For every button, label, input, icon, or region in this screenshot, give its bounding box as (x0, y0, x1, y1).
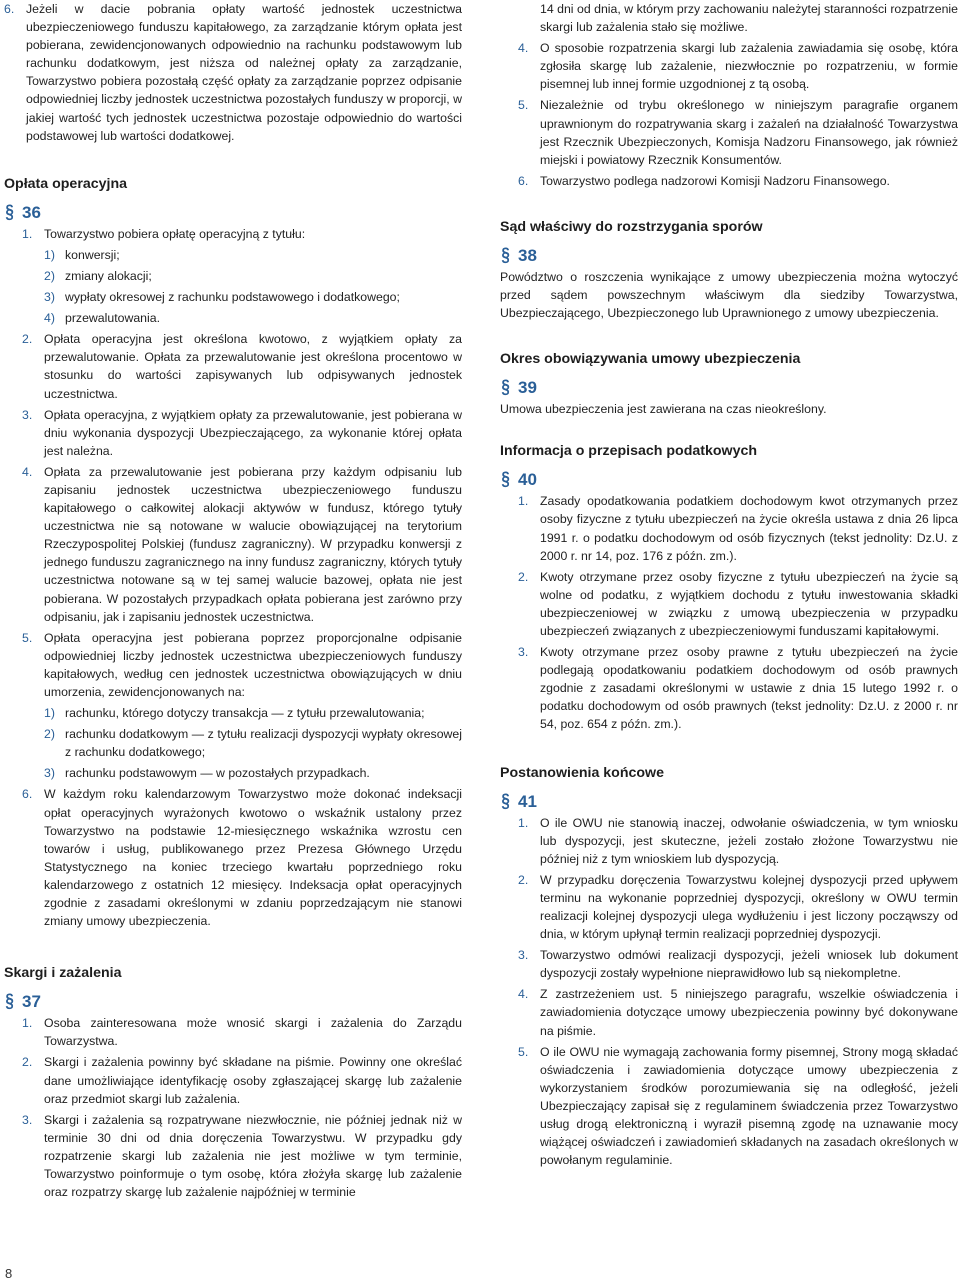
section-title-koncowe: Postanowienia końcowe (500, 764, 664, 781)
sub-item: 4) przewalutowania. (44, 311, 161, 326)
paragraph-40: § 40 (501, 469, 537, 491)
list-item: 1. Osoba zainteresowana może wnosić skargi i zażalenia do Zarządu Towarzystwa. (22, 1016, 462, 1049)
list-item: 4. Opłata za przewalutowanie jest pobierana przy każdym odpisaniu lub zapisaniu jednostek uczestnictwa ubezpieczeniowego funduszu kapitałowego o całkowitej alokacji aktywów w fundusz, którego tytuły uczestnictwa nie są notowane w walucie obowiązującej na terytorium Rzeczypospolitej Polskiej (fundusz zagraniczny). W przypadku konwersji z jednego funduszu zagranicznego na inny fundusz zagraniczny, których tytuły uczestnictwa notowane są w tej samej walucie bazowej, opłata nie jest pobierana. W pozostałych przypadkach opłata pobierana jest zarówno przy odpisaniu, jak i zapisaniu jednostek uczestnictwa. (22, 464, 462, 624)
left-column (4, 0, 462, 1201)
list-item: 3. Kwoty otrzymane przez osoby prawne z tytułu ubezpieczeń na życie podlegają opodatkowaniu podatkiem dochodowym od osób prawnych zgodnie z zasadami określonymi w ustawie z dnia 15 lutego 1992 r. o podatku dochodowym od osób prawnych (tekst jednolity: Dz.U. z 2000 r. nr 54, poz. 654 z późn. zm.). (518, 645, 958, 732)
list-item: 4. O sposobie rozpatrzenia skargi lub zażalenia zawiadamia się osobę, która zgłosiła skargę lub zażalenie, niezwłocznie po rozpatrzeniu, w formie pisemnej lub innej formie uzgodnionej z tą osobą. (518, 41, 958, 92)
paragraph-37: § 37 (5, 991, 41, 1013)
list-item: 1. Towarzystwo pobiera opłatę operacyjną z tytułu: (22, 226, 306, 241)
page-number: 8 (5, 1266, 13, 1281)
paragraph-38: § 38 (501, 244, 537, 266)
right-column (500, 0, 958, 1169)
list-item: 5. Opłata operacyjna jest pobierana poprzez proporcjonalne odpisanie odpowiedniej liczby jednostek uczestnictwa ubezpieczeniowych funduszy kapitałowych, według cen jednostek uczestnictwa obowiązujących w dniu umorzenia, zewidencjonowanych na: (22, 630, 462, 699)
list-item: 3. Opłata operacyjna, z wyjątkiem opłaty za przewalutowanie, jest pobierana w dniu wykonania dyspozycji Ubezpieczającego, za wykonanie której opłata jest należna. (22, 407, 462, 458)
list-item: 6. W każdym roku kalendarzowym Towarzystwo może dokonać indeksacji opłat operacyjnych wyrażonych kwotowo o wskaźnik ustalony przez Towarzystwo na podstawie 12-miesięcznego wskaźnika wzrostu cen towarów i usług, publikowanego przez Prezesa Głównego Urzędu Statystycznego na koniec trzeciego kwartału poprzedniego roku kalendarzowego z ostatnich 12 miesięcy. Indeksacja opłat operacyjnych zgodnie z zasadami określonymi w zdaniu poprzedzającym nie stanowi zmiany umowy ubezpieczenia. (22, 787, 462, 929)
sub-item: 1) rachunku, którego dotyczy transakcja — z tytułu przewalutowania; (44, 706, 425, 721)
section-title-sad: Sąd właściwy do rozstrzygania sporów (500, 218, 763, 235)
list-item: 2. Kwoty otrzymane przez osoby fizyczne z tytułu ubezpieczeń na życie są wolne od podatku, z wyjątkiem dochodu z tytułu inwestowania składki ubezpieczeniowej w związku z umową ubezpieczenia w przypadku ubezpieczeń związanych z ubezpieczeniowymi funduszami kapitałowymi. (518, 569, 958, 638)
section-title-skargi: Skargi i zażalenia (4, 965, 122, 982)
section-sign-icon: § (5, 991, 14, 1013)
list-item: 2. W przypadku doręczenia Towarzystwu kolejnej dyspozycji przed upływem terminu na wykonanie poprzedniej dyspozycji, określony w OWU termin realizacji kolejnej dyspozycji ulega wydłużeniu i jest liczony począwszy od dnia, w którym upłynął termin realizacji poprzedniej dyspozycji. (518, 872, 958, 942)
section-sign-icon: § (501, 377, 510, 399)
list-item: 2. Skargi i zażalenia powinny być składane na piśmie. Powinny one określać dane umożliwiające identyfikację osoby zgłaszającej skargę lub zażalenie oraz przedmiot skargi lub zażalenia. (22, 1055, 462, 1106)
continued-text: 14 dni od dnia, w którym przy zachowaniu należytej staranności rozpatrzenie skargi lub zażalenia stało się możliwe. (540, 2, 958, 35)
section-sign-icon: § (501, 244, 510, 266)
sub-item: 2) zmiany alokacji; (44, 268, 152, 283)
sub-item: 2) rachunku dodatkowym — z tytułu realizacji dyspozycji wypłaty okresowej z rachunku dodatkowego; (44, 727, 462, 760)
paragraph-text: Umowa ubezpieczenia jest zawierana na czas nieokreślony. (500, 402, 827, 417)
paragraph-36: § 36 (5, 201, 41, 223)
list-item: 5. Niezależnie od trybu określonego w niniejszym paragrafie organem uprawnionym do rozpatrywania skarg i zażaleń na działalność Towarzystwa jest Rzecznik Ubezpieczonych, Komisja Nadzoru Finansowego, jak również miejski i powiatowy Rzecznik Konsumentów. (518, 98, 958, 167)
sub-item: 1) konwersji; (44, 247, 120, 262)
paragraph-41: § 41 (501, 790, 537, 812)
section-sign-icon: § (501, 469, 510, 491)
list-item: 5. O ile OWU nie wymagają zachowania formy pisemnej, Strony mogą składać oświadczenia i zawiadomienia dotyczące umowy ubezpieczenia z wykorzystaniem środków porozumiewania się na odległość, jeżeli Ubezpieczający zapisał się z regulaminem świadczenia przez Towarzystwo usług drogą elektroniczną i wyraził pisemną zgodę na uznawanie mocy wiążącej oświadczeń i zawiadomień składanych na zasadach określonych w powołanym regulaminie. (518, 1044, 958, 1168)
list-item: 6. Towarzystwo podlega nadzorowi Komisji Nadzoru Finansowego. (518, 173, 890, 188)
section-title-podatki: Informacja o przepisach podatkowych (500, 443, 758, 460)
list-item: 3. Skargi i zażalenia są rozpatrywane niezwłocznie, nie później jednak niż w terminie 30 dni od dnia doręczenia Towarzystwu. W przypadku gdy rozpatrzenie skargi lub zażalenia nie jest możliwe w tym terminie, Towarzystwo poinformuje o tym osobę, która złożyła skargę lub zażalenie oraz rozpatrzy skargę lub zażalenie najpóźniej w terminie (22, 1112, 462, 1200)
section-title-oplata: Opłata operacyjna (4, 175, 128, 192)
section-sign-icon: § (501, 790, 510, 812)
list-item: 3. Towarzystwo odmówi realizacji dyspozycji, jeżeli wniosek lub dokument dyspozycji zostały wypełnione nieprawidłowo lub są niekompletne. (518, 948, 958, 981)
item-text: Jeżeli w dacie pobrania opłaty wartość jednostek uczestnictwa ubezpieczeniowego funduszu kapitałowego, za zarządzanie którym opłata jest pobierana, zewidencjonowanych odpowiednio na rachunku podstawowym lub rachunku dodatkowym, jest niższa od należnej opłaty za zarządzanie, Towarzystwo pobiera pozostałą część opłaty za zarządzanie poprzez odpisanie odpowiedniej liczby jednostek uczestnictwa pozostałych funduszy w proporcji, w jakiej wartość tych jednostek uczestnictwa pozostaje odpowiednio do wartości podstawowej lub wartości dodatkowej. (26, 2, 462, 143)
list-item: 2. Opłata operacyjna jest określona kwotowo, z wyjątkiem opłaty za przewalutowanie. Opłata za przewalutowanie jest określona procentowo w stosunku do wartości zapisywanych lub odpisywanych jednostek uczestnictwa. (22, 332, 462, 401)
list-item (4, 0, 462, 145)
item-number: 6. (4, 2, 15, 16)
paragraph-text: Powództwo o roszczenia wynikające z umowy ubezpieczenia można wytoczyć przed sądem powszechnym właściwym dla siedziby Towarzystwa, Ubezpieczającego, Ubezpieczonego lub Uprawnionego z umowy ubezpieczenia. (500, 269, 958, 321)
list-item: 1. Zasady opodatkowania podatkiem dochodowym kwot otrzymanych przez osoby fizyczne z tytułu ubezpieczeń na życie określa ustawa z dnia 26 lipca 1991 r. o podatku dochodowym od osób fizycznych (tekst jednolity: Dz.U. z 2000 r. nr 14, poz. 176 z późn. zm.). (518, 494, 958, 563)
list-item: 1. O ile OWU nie stanowią inaczej, odwołanie oświadczenia, w tym wniosku lub dyspozycji, jest skuteczne, jeżeli zostało złożone Towarzystwu nie później niż z tym wnioskiem lub dyspozycją. (518, 815, 958, 866)
section-title-okres: Okres obowiązywania umowy ubezpieczenia (500, 351, 801, 368)
paragraph-39: § 39 (501, 377, 537, 399)
section-sign-icon: § (5, 201, 14, 223)
list-item: 4. Z zastrzeżeniem ust. 5 niniejszego paragrafu, wszelkie oświadczenia i zawiadomienia dotyczące umowy ubezpieczenia powinny być dokonywane na piśmie. (518, 987, 958, 1038)
sub-item: 3) rachunku podstawowym — w pozostałych przypadkach. (44, 766, 370, 781)
sub-item: 3) wypłaty okresowej z rachunku podstawowego i dodatkowego; (44, 290, 400, 305)
